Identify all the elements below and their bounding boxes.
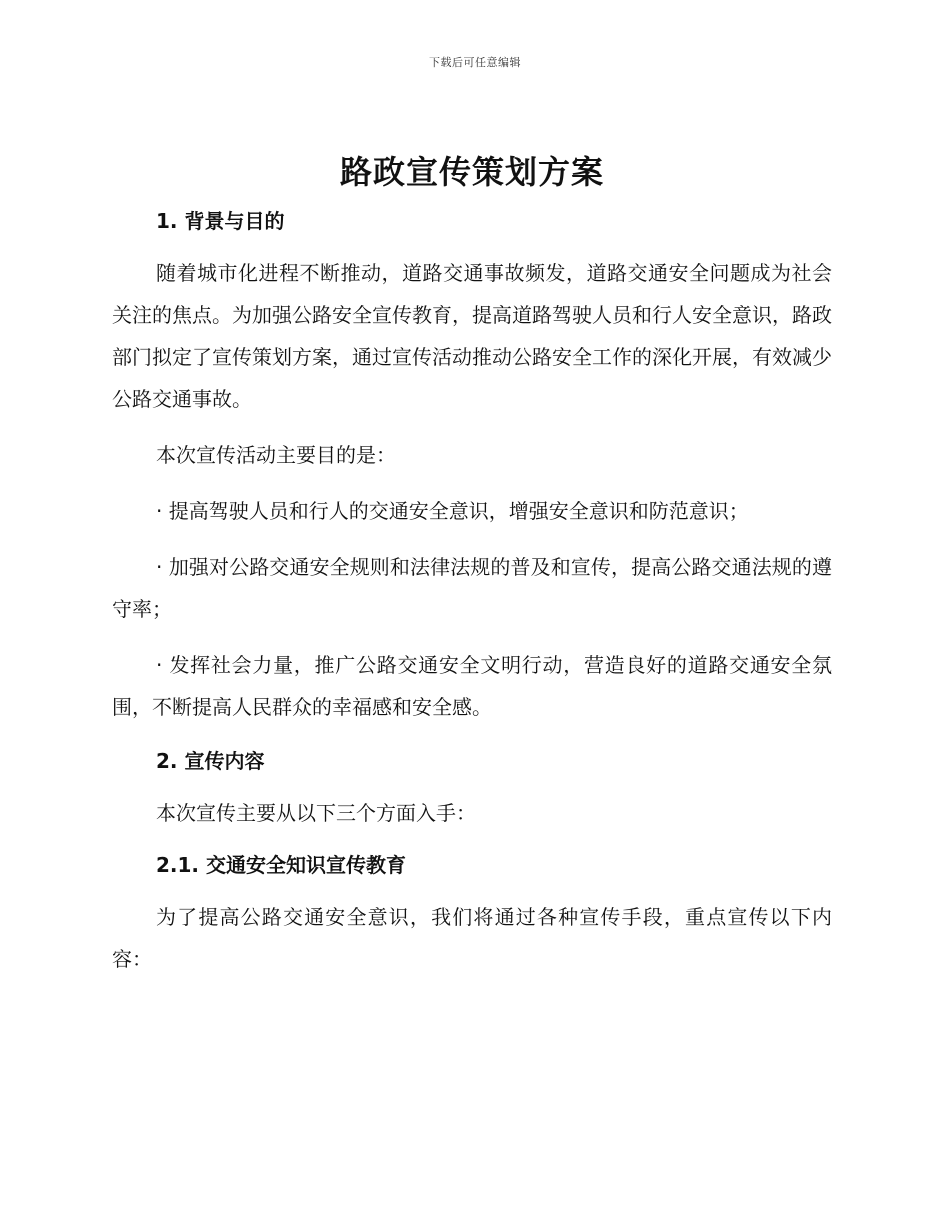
paragraph-background: 随着城市化进程不断推动，道路交通事故频发，道路交通安全问题成为社会关注的焦点。为加强公路安全宣传教育，提高道路驾驶人员和行人安全意识，路政部门拟定了宣传策划方案，通过宣传活动推动公路安全工作的深化开展，有效减少公路交通事故。: [112, 261, 832, 411]
subsection-heading-safety-knowledge: 2.1. 交通安全知识宣传教育: [156, 853, 406, 877]
section-heading-content: 2. 宣传内容: [156, 749, 265, 773]
list-item: · 加强对公路交通安全规则和法律法规的普及和宣传，提高公路交通法规的遵守率；: [112, 555, 832, 621]
section-heading-background: 1. 背景与目的: [156, 209, 285, 233]
paragraph-goals-intro: 本次宣传活动主要目的是：: [156, 443, 396, 467]
document-title: 路政宣传策划方案: [339, 153, 604, 191]
paragraph-safety-knowledge: 为了提高公路交通安全意识，我们将通过各种宣传手段，重点宣传以下内容：: [112, 905, 832, 971]
paragraph-content-intro: 本次宣传主要从以下三个方面入手：: [156, 801, 476, 825]
list-item: · 提高驾驶人员和行人的交通安全意识，增强安全意识和防范意识；: [156, 499, 749, 523]
header-note: 下载后可任意编辑: [429, 56, 521, 69]
document-body: [112, 148, 832, 980]
list-item: · 发挥社会力量，推广公路交通安全文明行动，营造良好的道路交通安全氛围，不断提高人民群众的幸福感和安全感。: [112, 653, 832, 719]
